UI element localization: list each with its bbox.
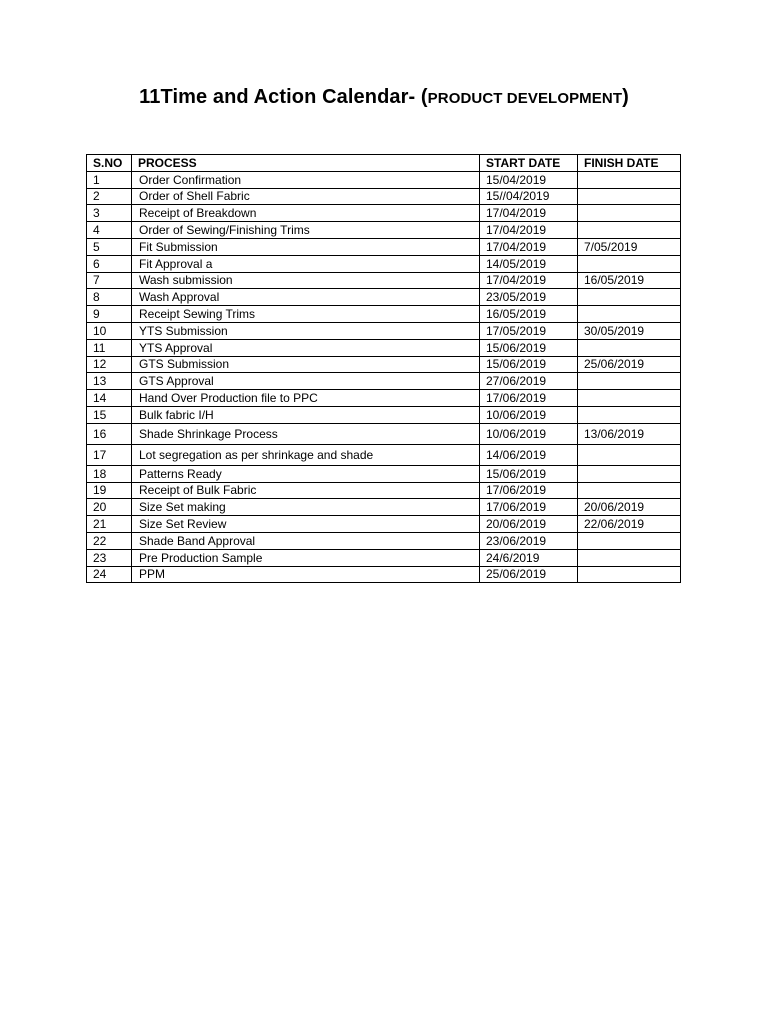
- cell-sno: 22: [87, 532, 132, 549]
- table-row: [87, 406, 681, 423]
- table-row: [87, 356, 681, 373]
- table-row: [87, 516, 681, 533]
- cell-sno: 5: [87, 238, 132, 255]
- table-row: [87, 322, 681, 339]
- cell-sno: 15: [87, 406, 132, 423]
- cell-finish-date: [578, 390, 681, 407]
- cell-start-date: 15/06/2019: [480, 339, 578, 356]
- cell-finish-date: [578, 406, 681, 423]
- table-row: [87, 566, 681, 583]
- cell-finish-date: 16/05/2019: [578, 272, 681, 289]
- cell-sno: 20: [87, 499, 132, 516]
- title-main: 11Time and Action Calendar- (: [139, 86, 428, 108]
- cell-process: Receipt of Bulk Fabric: [132, 482, 480, 499]
- cell-process: Patterns Ready: [132, 465, 480, 482]
- table-row: [87, 423, 681, 444]
- cell-sno: 14: [87, 390, 132, 407]
- table-row: [87, 205, 681, 222]
- cell-finish-date: [578, 465, 681, 482]
- cell-start-date: 17/05/2019: [480, 322, 578, 339]
- table-body: [87, 171, 681, 583]
- table-row: [87, 171, 681, 188]
- cell-start-date: 16/05/2019: [480, 306, 578, 323]
- cell-start-date: 17/04/2019: [480, 222, 578, 239]
- cell-start-date: 10/06/2019: [480, 406, 578, 423]
- cell-start-date: 27/06/2019: [480, 373, 578, 390]
- table-row: [87, 188, 681, 205]
- cell-finish-date: [578, 222, 681, 239]
- cell-finish-date: [578, 339, 681, 356]
- cell-process: Hand Over Production file to PPC: [132, 390, 480, 407]
- cell-start-date: 15/06/2019: [480, 356, 578, 373]
- cell-start-date: 17/04/2019: [480, 272, 578, 289]
- cell-process: Fit Submission: [132, 238, 480, 255]
- cell-process: Receipt of Breakdown: [132, 205, 480, 222]
- cell-sno: 24: [87, 566, 132, 583]
- cell-sno: 8: [87, 289, 132, 306]
- table-row: [87, 255, 681, 272]
- cell-start-date: 23/05/2019: [480, 289, 578, 306]
- cell-process: Wash submission: [132, 272, 480, 289]
- title-subtitle: PRODUCT DEVELOPMENT: [427, 90, 623, 107]
- cell-process: YTS Approval: [132, 339, 480, 356]
- cell-sno: 13: [87, 373, 132, 390]
- cell-process: YTS Submission: [132, 322, 480, 339]
- cell-start-date: 17/04/2019: [480, 205, 578, 222]
- cell-sno: 7: [87, 272, 132, 289]
- table-row: [87, 373, 681, 390]
- cell-process: Size Set making: [132, 499, 480, 516]
- cell-finish-date: 20/06/2019: [578, 499, 681, 516]
- cell-sno: 16: [87, 423, 132, 444]
- table-row: [87, 482, 681, 499]
- table-header-row: [87, 155, 681, 172]
- cell-process: GTS Submission: [132, 356, 480, 373]
- cell-finish-date: [578, 566, 681, 583]
- header-finish-date: FINISH DATE: [578, 155, 681, 172]
- table-row: [87, 222, 681, 239]
- cell-sno: 6: [87, 255, 132, 272]
- cell-start-date: 10/06/2019: [480, 423, 578, 444]
- cell-finish-date: 7/05/2019: [578, 238, 681, 255]
- table-row: [87, 272, 681, 289]
- time-action-table: [86, 154, 681, 583]
- cell-start-date: 17/06/2019: [480, 499, 578, 516]
- cell-finish-date: 22/06/2019: [578, 516, 681, 533]
- cell-sno: 21: [87, 516, 132, 533]
- header-start-date: START DATE: [480, 155, 578, 172]
- cell-sno: 19: [87, 482, 132, 499]
- page-title: [0, 86, 768, 109]
- cell-process: Shade Shrinkage Process: [132, 423, 480, 444]
- cell-finish-date: [578, 306, 681, 323]
- cell-sno: 11: [87, 339, 132, 356]
- cell-start-date: 23/06/2019: [480, 532, 578, 549]
- table-row: [87, 289, 681, 306]
- cell-sno: 9: [87, 306, 132, 323]
- table-row: [87, 339, 681, 356]
- cell-finish-date: [578, 255, 681, 272]
- cell-start-date: 15//04/2019: [480, 188, 578, 205]
- table-row: [87, 444, 681, 465]
- cell-start-date: 15/06/2019: [480, 465, 578, 482]
- cell-process: Lot segregation as per shrinkage and shade: [132, 444, 480, 465]
- cell-start-date: 14/05/2019: [480, 255, 578, 272]
- cell-sno: 18: [87, 465, 132, 482]
- cell-sno: 4: [87, 222, 132, 239]
- table-row: [87, 238, 681, 255]
- cell-sno: 17: [87, 444, 132, 465]
- table-row: [87, 306, 681, 323]
- cell-finish-date: [578, 188, 681, 205]
- cell-start-date: 17/06/2019: [480, 390, 578, 407]
- cell-finish-date: [578, 549, 681, 566]
- cell-sno: 1: [87, 171, 132, 188]
- cell-sno: 10: [87, 322, 132, 339]
- cell-process: Order of Sewing/Finishing Trims: [132, 222, 480, 239]
- table-row: [87, 499, 681, 516]
- cell-process: GTS Approval: [132, 373, 480, 390]
- cell-start-date: 14/06/2019: [480, 444, 578, 465]
- title-close: ): [622, 86, 629, 108]
- cell-finish-date: [578, 482, 681, 499]
- cell-finish-date: [578, 171, 681, 188]
- table-row: [87, 549, 681, 566]
- cell-finish-date: 13/06/2019: [578, 423, 681, 444]
- cell-sno: 12: [87, 356, 132, 373]
- cell-finish-date: [578, 205, 681, 222]
- cell-process: PPM: [132, 566, 480, 583]
- cell-sno: 2: [87, 188, 132, 205]
- cell-finish-date: 30/05/2019: [578, 322, 681, 339]
- cell-process: Order of Shell Fabric: [132, 188, 480, 205]
- cell-start-date: 15/04/2019: [480, 171, 578, 188]
- table-row: [87, 532, 681, 549]
- cell-process: Pre Production Sample: [132, 549, 480, 566]
- cell-finish-date: [578, 532, 681, 549]
- cell-process: Fit Approval a: [132, 255, 480, 272]
- cell-start-date: 24/6/2019: [480, 549, 578, 566]
- header-sno: S.NO: [87, 155, 132, 172]
- cell-start-date: 17/06/2019: [480, 482, 578, 499]
- cell-finish-date: [578, 444, 681, 465]
- table-row: [87, 465, 681, 482]
- cell-process: Size Set Review: [132, 516, 480, 533]
- cell-process: Receipt Sewing Trims: [132, 306, 480, 323]
- cell-finish-date: [578, 289, 681, 306]
- header-process: PROCESS: [132, 155, 480, 172]
- table-row: [87, 390, 681, 407]
- cell-sno: 3: [87, 205, 132, 222]
- cell-sno: 23: [87, 549, 132, 566]
- cell-start-date: 17/04/2019: [480, 238, 578, 255]
- cell-process: Bulk fabric I/H: [132, 406, 480, 423]
- cell-finish-date: 25/06/2019: [578, 356, 681, 373]
- cell-start-date: 20/06/2019: [480, 516, 578, 533]
- cell-finish-date: [578, 373, 681, 390]
- cell-process: Order Confirmation: [132, 171, 480, 188]
- cell-start-date: 25/06/2019: [480, 566, 578, 583]
- cell-process: Shade Band Approval: [132, 532, 480, 549]
- cell-process: Wash Approval: [132, 289, 480, 306]
